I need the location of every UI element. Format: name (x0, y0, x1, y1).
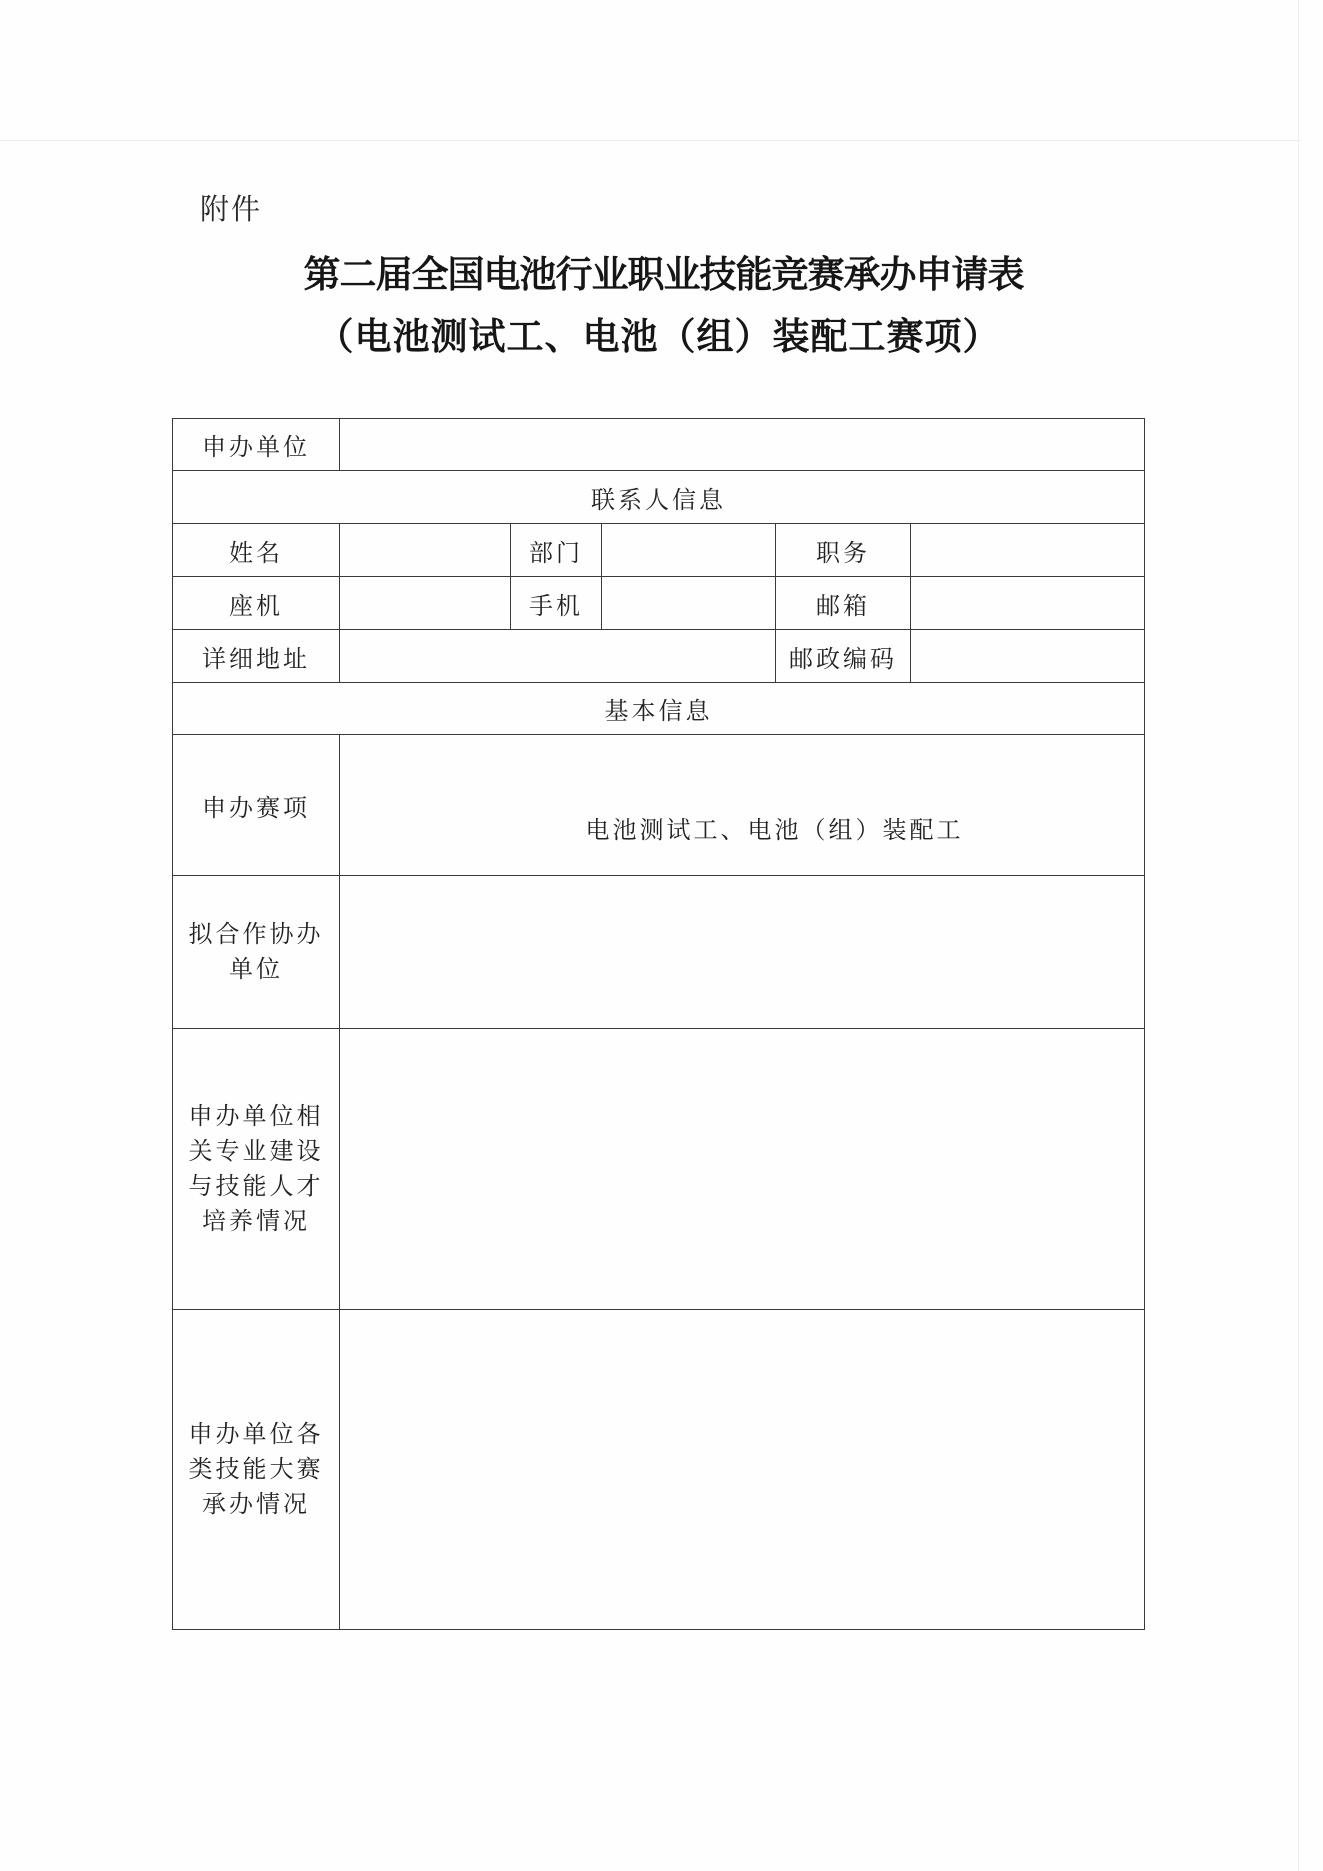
address-row (173, 630, 1145, 683)
talent-label-line: 培养情况 (202, 1207, 310, 1235)
landline-label: 座机 (173, 577, 340, 630)
talent-label-line: 关专业建设 (188, 1137, 324, 1165)
event-label: 申办赛项 (173, 735, 340, 876)
position-field[interactable] (911, 524, 1145, 577)
mobile-field[interactable] (602, 577, 776, 630)
co-organizer-field[interactable] (340, 876, 1145, 1029)
talent-label-line: 与技能人才 (188, 1172, 324, 1200)
address-label: 详细地址 (173, 630, 340, 683)
form-subtitle: （电池测试工、电池（组）装配工赛项） (316, 314, 1001, 358)
applicant-unit-label: 申办单位 (173, 419, 340, 471)
co-organizer-label-line: 拟合作协办 (188, 920, 324, 948)
basic-section-header: 基本信息 (173, 683, 1145, 735)
hosting-label (173, 1310, 340, 1630)
talent-field[interactable] (340, 1029, 1145, 1310)
event-row (173, 735, 1145, 876)
postcode-field[interactable] (911, 630, 1145, 683)
email-label: 邮箱 (776, 577, 911, 630)
name-label: 姓名 (173, 524, 340, 577)
hosting-field[interactable] (340, 1310, 1145, 1630)
mobile-label: 手机 (511, 577, 602, 630)
contact-section-row (173, 471, 1145, 524)
department-field[interactable] (602, 524, 776, 577)
hosting-label-line: 类技能大赛 (188, 1455, 324, 1483)
name-field[interactable] (340, 524, 511, 577)
co-organizer-label-line: 单位 (229, 955, 283, 983)
talent-label (173, 1029, 340, 1310)
name-row (173, 524, 1145, 577)
email-field[interactable] (911, 577, 1145, 630)
co-organizer-label (173, 876, 340, 1029)
hosting-label-line: 承办情况 (202, 1490, 310, 1518)
co-organizer-row (173, 876, 1145, 1029)
department-label: 部门 (511, 524, 602, 577)
application-form-table (172, 418, 1145, 1630)
position-label: 职务 (776, 524, 911, 577)
contact-section-header: 联系人信息 (173, 471, 1145, 524)
hosting-label-line: 申办单位各 (188, 1420, 324, 1448)
applicant-unit-row (173, 419, 1145, 471)
basic-section-row (173, 683, 1145, 735)
event-value[interactable]: 电池测试工、电池（组）装配工 (340, 735, 1145, 876)
scan-edge-top (0, 140, 1300, 141)
form-title: 第二届全国电池行业职业技能竞赛承办申请表 (303, 252, 1024, 296)
phone-row (173, 577, 1145, 630)
address-field[interactable] (340, 630, 776, 683)
landline-field[interactable] (340, 577, 511, 630)
hosting-row (173, 1310, 1145, 1630)
attachment-label: 附件 (200, 192, 263, 226)
talent-label-line: 申办单位相 (188, 1102, 324, 1130)
postcode-label: 邮政编码 (776, 630, 911, 683)
talent-row (173, 1029, 1145, 1310)
applicant-unit-field[interactable] (340, 419, 1145, 471)
